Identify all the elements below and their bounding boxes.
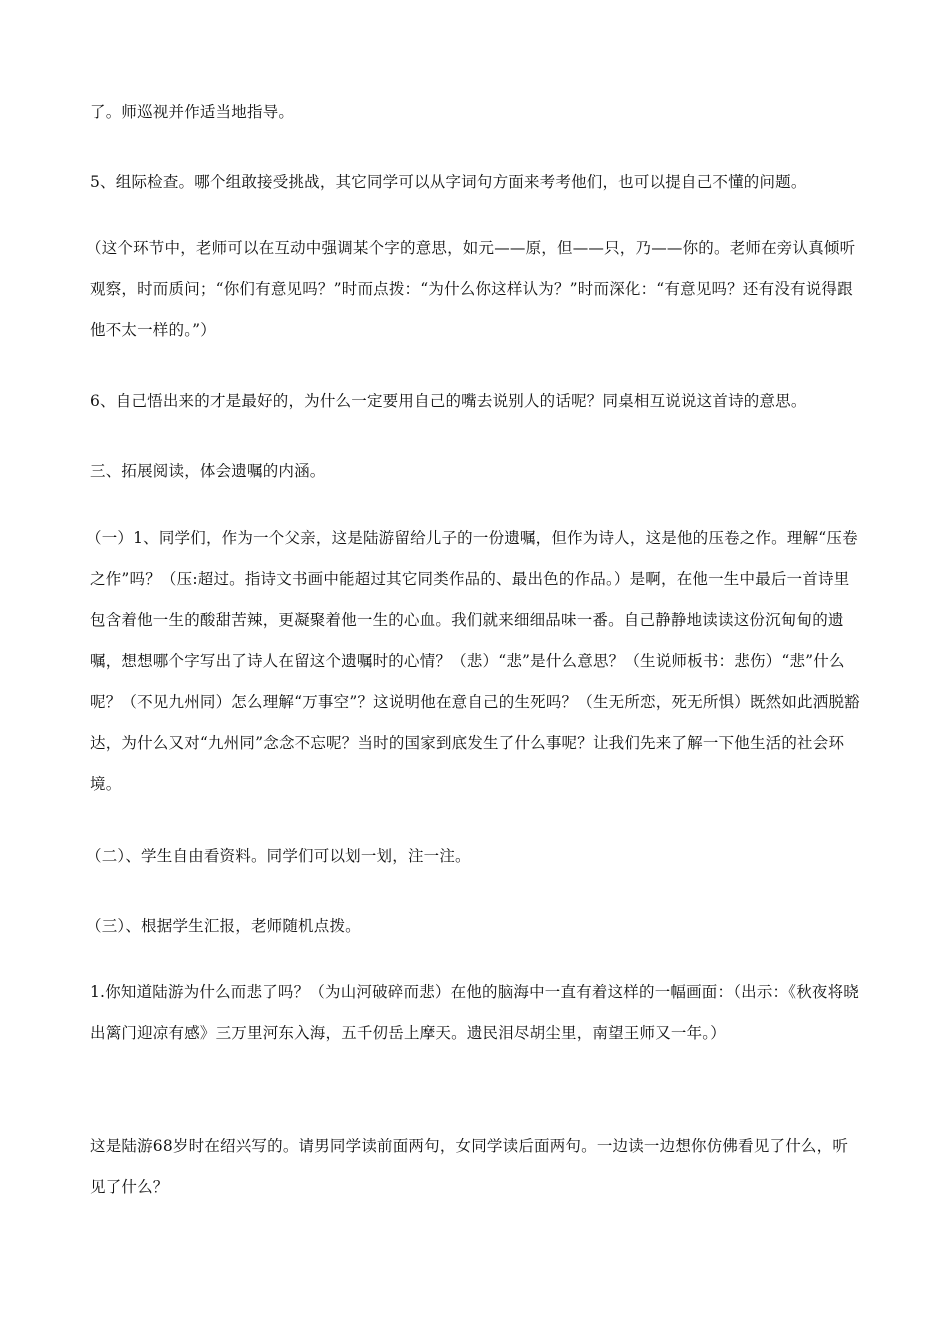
paragraph-reading-instruction: 这是陆游68岁时在绍兴写的。请男同学读前面两句，女同学读后面两句。一边读一边想你仿佛看见了什么，听见了什么？	[90, 1137, 849, 1196]
paragraph-question-1: 1.你知道陆游为什么而悲了吗？（为山河破碎而悲）在他的脑海中一直有着这样的一幅画面：（出示：《秋夜将晓出篱门迎凉有感》三万里河东入海，五千仞岳上摩天。遗民泪尽胡尘里，南望王师又一年。）	[90, 983, 859, 1042]
paragraph-part-2: （二）、学生自由看资料。同学们可以划一划，注一注。	[86, 847, 471, 865]
paragraph-guidance: 了。师巡视并作适当地指导。	[90, 103, 295, 121]
paragraph-step-6: 6、自己悟出来的才是最好的，为什么一定要用自己的嘴去说别人的话呢？同桌相互说说这首诗的意思。	[90, 392, 807, 410]
paragraph-step-5: 5、组际检查。哪个组敢接受挑战，其它同学可以从字词句方面来考考他们，也可以提自己不懂的问题。	[90, 173, 807, 191]
paragraph-teacher-note: （这个环节中，老师可以在互动中强调某个字的意思，如元——原，但——只，乃——你的。老师在旁认真倾听观察，时而质问；“你们有意见吗？”时而点拨：“为什么你这样认为？”时而深化：“有意见吗？还有没有说得跟他不太一样的。”）	[86, 239, 856, 339]
paragraph-part-1: （一）1、同学们，作为一个父亲，这是陆游留给儿子的一份遗嘱，但作为诗人，这是他的压卷之作。理解“压卷之作”吗？（压:超过。指诗文书画中能超过其它同类作品的、最出色的作品。）是啊，在他一生中最后一首诗里包含着他一生的酸甜苦辣，更凝聚着他一生的心血。我们就来细细品味一番。自己静静地读读这份沉甸甸的遗嘱，想想哪个字写出了诗人在留这个遗嘱时的心情？（悲）“悲”是什么意思？（生说师板书：悲伤）“悲”什么呢？（不见九州同）怎么理解“万事空”？这说明他在意自己的生死吗？（生无所恋，死无所惧）既然如此洒脱豁达，为什么又对“九州同”念念不忘呢？当时的国家到底发生了什么事呢？让我们先来了解一下他生活的社会环境。	[86, 529, 860, 793]
paragraph-part-3: （三）、根据学生汇报，老师随机点拨。	[86, 917, 361, 935]
section-heading-3: 三、拓展阅读，体会遗嘱的内涵。	[90, 462, 326, 480]
